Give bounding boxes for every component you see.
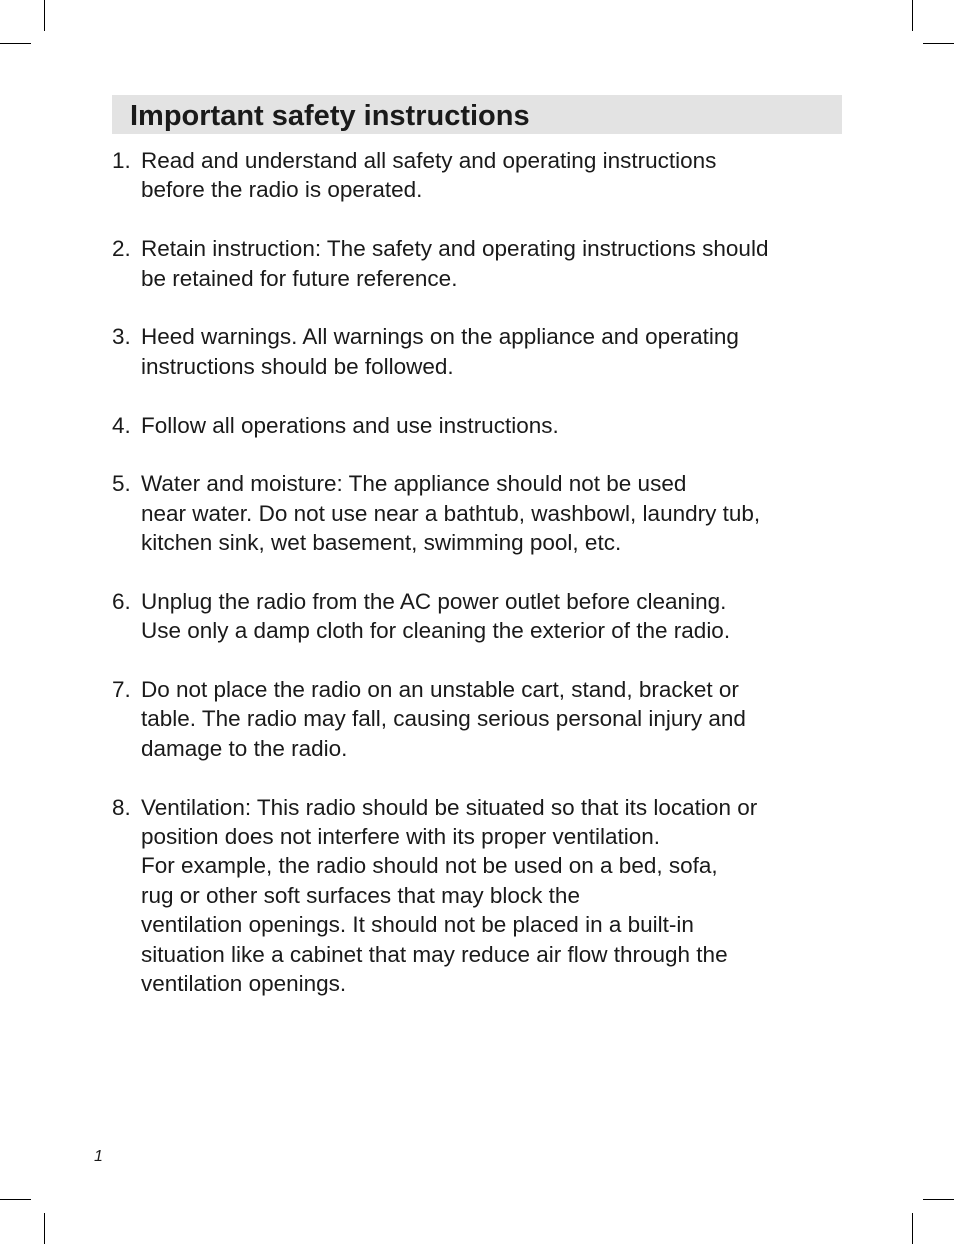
list-item: [112, 322, 842, 381]
list-item-line: For example, the radio should not be used on a bed, sofa,: [141, 853, 718, 879]
safety-instruction-list: [112, 146, 842, 998]
list-item-spacer: [112, 440, 842, 469]
list-item-number: 5.: [112, 471, 131, 497]
list-item-text: [141, 675, 842, 763]
list-item-text: [141, 793, 842, 999]
list-item-line: rug or other soft surfaces that may block the: [141, 882, 580, 908]
list-item-number: 6.: [112, 588, 131, 614]
list-item-line: Retain instruction: The safety and operating instructions should: [141, 236, 769, 262]
crop-mark-bottom-right-horizontal: [923, 1199, 954, 1200]
crop-mark-top-right-vertical: [912, 0, 913, 31]
list-item-line: ventilation openings.: [141, 970, 347, 996]
list-item-line: Read and understand all safety and operating instructions: [141, 148, 717, 173]
crop-mark-top-left-vertical: [44, 0, 45, 31]
list-item-number: 3.: [112, 324, 131, 350]
list-item-line: Heed warnings. All warnings on the appliance and operating: [141, 324, 739, 350]
list-item-number: 8.: [112, 794, 131, 820]
list-item-spacer: [112, 646, 842, 675]
list-item-line: be retained for future reference.: [141, 265, 458, 291]
crop-mark-bottom-right-vertical: [912, 1213, 913, 1244]
list-item-spacer: [112, 205, 842, 234]
section-title-bar: [112, 95, 842, 134]
list-item-text: [141, 411, 842, 440]
list-item: [112, 793, 842, 999]
list-item-spacer: [112, 763, 842, 792]
list-item-spacer: [112, 381, 842, 410]
crop-mark-top-left-horizontal: [0, 43, 31, 44]
list-item-line: Do not place the radio on an unstable cart, stand, bracket or: [141, 677, 739, 703]
crop-mark-bottom-left-vertical: [44, 1213, 45, 1244]
list-item-spacer: [112, 557, 842, 586]
list-item-text: [141, 234, 842, 293]
list-item-line: Follow all operations and use instructions.: [141, 412, 559, 438]
list-item-line: instructions should be followed.: [141, 353, 454, 379]
list-item-line: table. The radio may fall, causing serious personal injury and: [141, 706, 746, 732]
list-item-line: situation like a cabinet that may reduce air flow through the: [141, 941, 728, 967]
list-item: [112, 469, 842, 557]
page-number: 1: [94, 1148, 103, 1165]
list-item: [112, 234, 842, 293]
list-item-number: 4.: [112, 412, 131, 438]
list-item: [112, 146, 842, 205]
list-item-spacer: [112, 293, 842, 322]
list-item-text: [141, 469, 842, 557]
list-item-number: 2.: [112, 236, 131, 262]
list-item-line: Water and moisture: The appliance should not be used: [141, 471, 687, 497]
list-item-line: Ventilation: This radio should be situated so that its location or: [141, 794, 758, 820]
list-item: [112, 675, 842, 763]
list-item: [112, 411, 842, 440]
list-item-line: kitchen sink, wet basement, swimming pool, etc.: [141, 530, 622, 556]
list-item-number: 7.: [112, 677, 131, 703]
list-item-line: Use only a damp cloth for cleaning the exterior of the radio.: [141, 618, 731, 644]
list-item-line: Unplug the radio from the AC power outlet before cleaning.: [141, 588, 727, 614]
list-item-text: [141, 322, 842, 381]
list-item-text: [141, 587, 842, 646]
list-item-line: damage to the radio.: [141, 735, 348, 761]
list-item-text: [141, 146, 842, 205]
crop-mark-bottom-left-horizontal: [0, 1199, 31, 1200]
list-item-number: 1.: [112, 148, 131, 173]
page-title: Important safety instructions: [130, 100, 530, 132]
list-item-line: near water. Do not use near a bathtub, washbowl, laundry tub,: [141, 500, 761, 526]
list-item: [112, 587, 842, 646]
list-item-line: position does not interfere with its proper ventilation.: [141, 823, 661, 849]
list-item-line: ventilation openings. It should not be placed in a built-in: [141, 912, 694, 938]
list-item-line: before the radio is operated.: [141, 177, 423, 203]
crop-mark-top-right-horizontal: [923, 43, 954, 44]
